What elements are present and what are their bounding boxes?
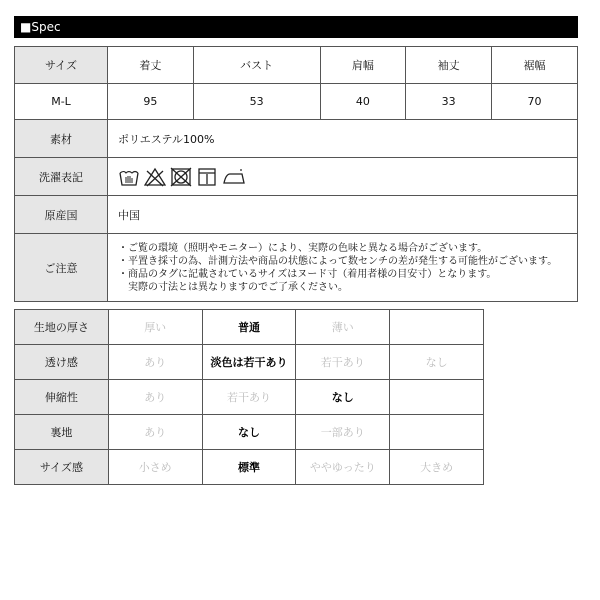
fabric-feel-option: 小さめ	[108, 450, 202, 485]
size-header-cell: 袖丈	[406, 47, 492, 84]
fabric-feel-row	[15, 310, 484, 345]
fabric-feel-option: なし	[296, 380, 390, 415]
fabric-feel-option: ややゆったり	[296, 450, 390, 485]
fabric-feel-label: 生地の厚さ	[15, 310, 109, 345]
fabric-feel-row	[15, 450, 484, 485]
size-header-cell: サイズ	[15, 47, 108, 84]
size-value-cell: 53	[193, 84, 320, 120]
notes-text	[108, 234, 578, 302]
fabric-feel-option	[390, 380, 484, 415]
origin-label: 原産国	[15, 196, 108, 234]
notes-line: ・平置き採寸の為、計測方法や商品の状態によって数センチの差が発生する可能性がございます。	[118, 255, 558, 267]
origin-value: 中国	[108, 196, 578, 234]
material-label: 素材	[15, 120, 108, 158]
fabric-feel-option: あり	[108, 380, 202, 415]
fabric-feel-table	[14, 309, 484, 485]
care-row	[15, 158, 578, 196]
fabric-feel-option: 大きめ	[390, 450, 484, 485]
fabric-feel-option: 標準	[202, 450, 296, 485]
size-header-cell: 肩幅	[320, 47, 406, 84]
notes-row	[15, 234, 578, 302]
size-value-cell: M-L	[15, 84, 108, 120]
notes-line: 実際の寸法とは異なりますのでご了承ください。	[118, 281, 348, 293]
fabric-feel-option: 若干あり	[202, 380, 296, 415]
size-header-cell: 裾幅	[491, 47, 577, 84]
care-label: 洗濯表記	[15, 158, 108, 196]
size-value-cell: 70	[491, 84, 577, 120]
size-value-cell: 33	[406, 84, 492, 120]
fabric-feel-option: 若干あり	[296, 345, 390, 380]
fabric-feel-option: 薄い	[296, 310, 390, 345]
material-value: ポリエステル100%	[108, 120, 578, 158]
origin-row	[15, 196, 578, 234]
fabric-feel-option: 厚い	[108, 310, 202, 345]
size-header-cell: 着丈	[108, 47, 194, 84]
fabric-feel-row	[15, 380, 484, 415]
fabric-feel-option: なし	[202, 415, 296, 450]
spec-header-label: ■Spec	[20, 20, 61, 34]
hand-wash-icon	[118, 167, 140, 187]
size-header-cell: バスト	[193, 47, 320, 84]
notes-line: ・商品のタグに記載されているサイズはヌード寸（着用者様の目安寸）となります。	[118, 268, 497, 280]
fabric-feel-option: あり	[108, 415, 202, 450]
spec-table	[14, 46, 578, 302]
fabric-feel-option: 淡色は若干あり	[202, 345, 296, 380]
line-dry-icon	[196, 167, 218, 187]
fabric-feel-option: 普通	[202, 310, 296, 345]
size-header-row	[15, 47, 578, 84]
material-row	[15, 120, 578, 158]
size-value-cell: 40	[320, 84, 406, 120]
fabric-feel-option: あり	[108, 345, 202, 380]
fabric-feel-option: なし	[390, 345, 484, 380]
notes-label: ご注意	[15, 234, 108, 302]
fabric-feel-option: 一部あり	[296, 415, 390, 450]
no-bleach-icon	[144, 167, 166, 187]
fabric-feel-option	[390, 310, 484, 345]
care-icons	[108, 158, 578, 196]
size-value-row	[15, 84, 578, 120]
fabric-feel-label: 透け感	[15, 345, 109, 380]
size-value-cell: 95	[108, 84, 194, 120]
fabric-feel-row	[15, 415, 484, 450]
no-tumble-dry-icon	[170, 167, 192, 187]
fabric-feel-option	[390, 415, 484, 450]
fabric-feel-row	[15, 345, 484, 380]
fabric-feel-label: サイズ感	[15, 450, 109, 485]
notes-line: ・ご覧の環境（照明やモニター）により、実際の色味と異なる場合がございます。	[118, 242, 488, 254]
fabric-feel-label: 裏地	[15, 415, 109, 450]
fabric-feel-body	[15, 310, 484, 485]
fabric-feel-label: 伸縮性	[15, 380, 109, 415]
spec-header	[14, 16, 578, 38]
iron-low-icon	[222, 167, 246, 187]
